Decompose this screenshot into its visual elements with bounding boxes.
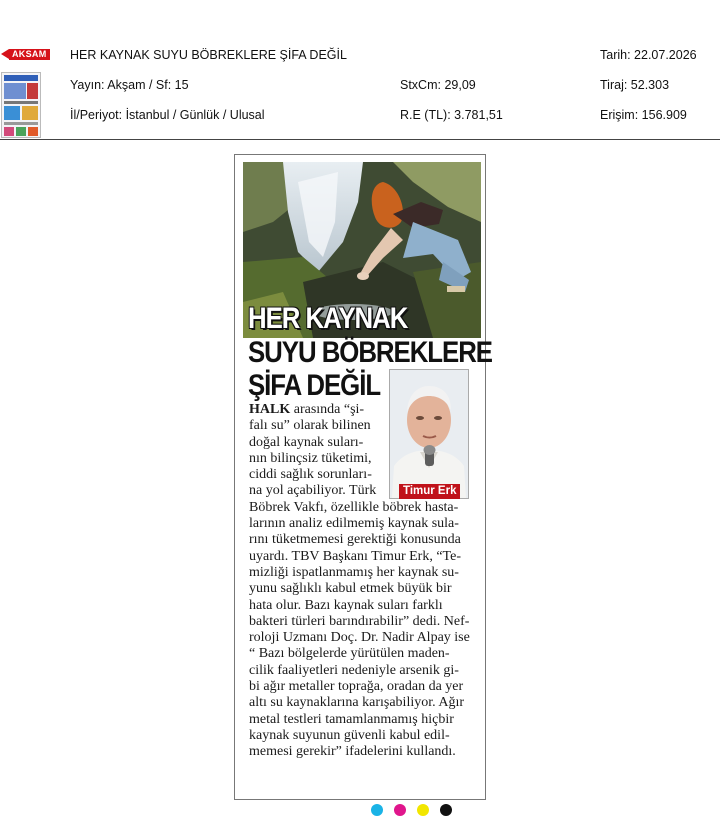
ad-value-field: R.E (TL): 3.781,51 bbox=[400, 108, 503, 122]
body-line: roloji Uzmanı Doç. Dr. Nadir Alpay ise bbox=[249, 630, 470, 646]
body-line: cilik faaliyetleri nedeniyle arsenik gi- bbox=[249, 662, 459, 678]
body-line: altı su kaynaklarına karışabiliyor. Ağır bbox=[249, 695, 465, 711]
body-line: ciddi sağlık sorunları- bbox=[249, 467, 372, 483]
article-body bbox=[249, 402, 475, 761]
clipping-header bbox=[0, 0, 720, 140]
region-field: İl/Periyot: İstanbul / Günlük / Ulusal bbox=[70, 108, 265, 122]
body-line: hata olur. Bazı kaynak suları farklı bbox=[249, 597, 443, 613]
cmyk-magenta-mark bbox=[394, 804, 406, 816]
article-title: HER KAYNAK SUYU BÖBREKLERE ŞİFA DEĞİL bbox=[70, 48, 347, 62]
lead-word: HALK bbox=[249, 402, 291, 417]
body-line: bakteri türleri barındırabilir” dedi. Nef- bbox=[249, 613, 470, 629]
body-line: Böbrek Vakfı, özellikle böbrek hasta- bbox=[249, 499, 459, 515]
portrait-caption: Timur Erk bbox=[399, 484, 460, 499]
body-line: falı su” olarak bilinen bbox=[249, 418, 371, 434]
body-line: “ Bazı bölgelerde yürütülen maden- bbox=[249, 646, 450, 662]
cmyk-yellow-mark bbox=[417, 804, 429, 816]
body-line: rını tüketmemesi gerektiği konusunda bbox=[249, 532, 461, 548]
body-line: yunu sağlıklı kabul etmek büyük bir bbox=[249, 581, 452, 597]
front-page-thumbnail[interactable] bbox=[1, 72, 41, 138]
headline-line-1: HER KAYNAK bbox=[248, 302, 408, 335]
cmyk-black-mark bbox=[440, 804, 452, 816]
body-line: memesi gerekir” ifadelerini kullandı. bbox=[249, 744, 456, 760]
body-line: na yol açabiliyor. Türk bbox=[249, 483, 377, 499]
body-line: mizliği ispatlanmamış her kaynak su- bbox=[249, 564, 459, 580]
body-line: nın bilinçsiz tüketimi, bbox=[249, 450, 372, 466]
headline-line-2: SUYU BÖBREKLERE bbox=[248, 336, 492, 369]
body-line: HALK arasında “şi- bbox=[249, 402, 365, 417]
body-line: doğal kaynak suları- bbox=[249, 434, 364, 450]
article-clipping bbox=[234, 154, 492, 800]
circulation-field: Tiraj: 52.303 bbox=[600, 78, 670, 92]
reach-field: Erişim: 156.909 bbox=[600, 108, 687, 122]
header-divider bbox=[0, 139, 720, 140]
body-line: bi ağır metaller toprağa, oradan da yer bbox=[249, 679, 464, 695]
logo-arrow-icon bbox=[1, 49, 9, 59]
body-line: uyardı. TBV Başkanı Timur Erk, “Te- bbox=[249, 548, 461, 564]
body-line: larının analiz edilmemiş kaynak sula- bbox=[249, 516, 459, 532]
cmyk-cyan-mark bbox=[371, 804, 383, 816]
publication-field: Yayın: Akşam / Sf: 15 bbox=[70, 78, 189, 92]
newspaper-logo bbox=[1, 48, 51, 60]
body-line: metal testleri tamamlanmamış hiçbir bbox=[249, 711, 454, 727]
logo-text: AKSAM bbox=[9, 49, 50, 60]
headline-line-3: ŞİFA DEĞİL bbox=[248, 369, 381, 402]
date-field: Tarih: 22.07.2026 bbox=[600, 48, 697, 62]
stxcm-field: StxCm: 29,09 bbox=[400, 78, 476, 92]
body-line: kaynak suyunun güvenli kabul edil- bbox=[249, 727, 450, 743]
